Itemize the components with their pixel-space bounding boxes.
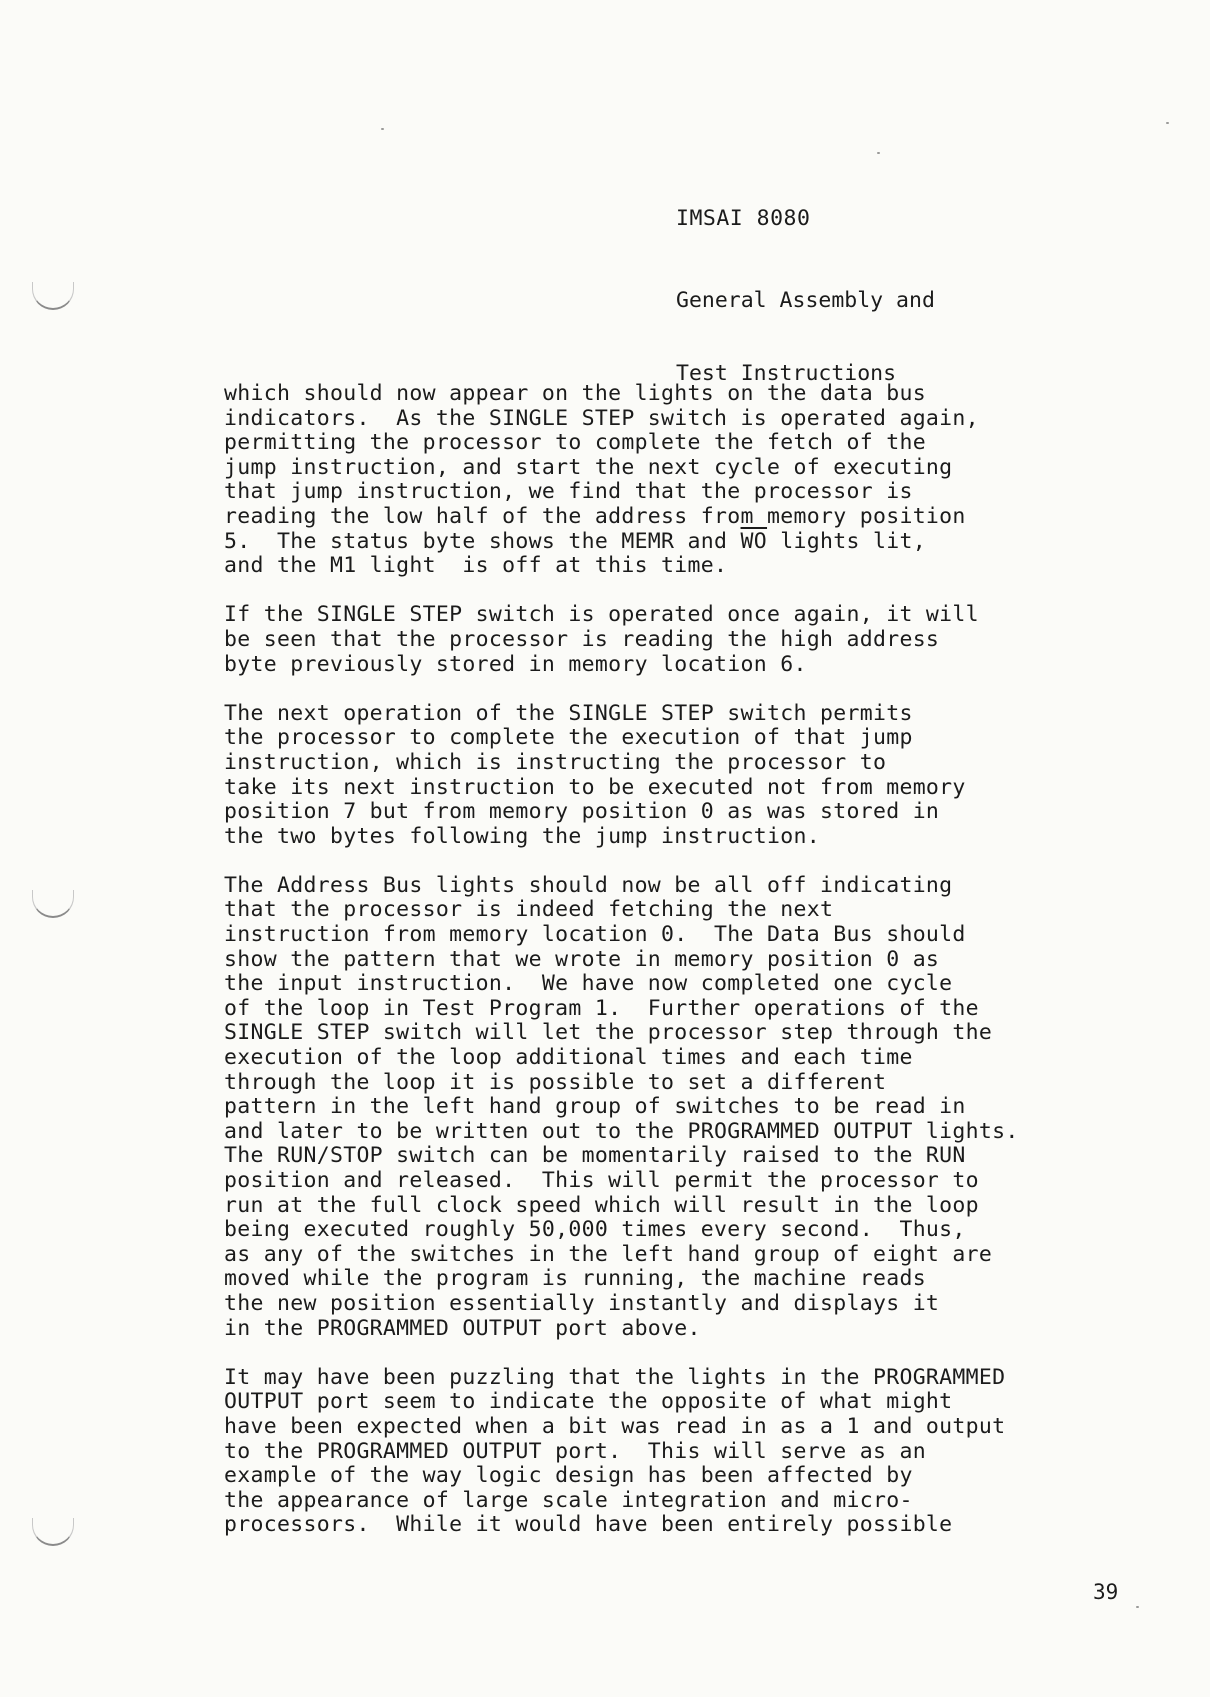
text-line: that jump instruction, we find that the processor is <box>224 479 913 505</box>
text-line: processors. While it would have been entirely possible <box>224 1512 953 1538</box>
text-line: If the SINGLE STEP switch is operated once again, it will <box>224 602 979 628</box>
text-line: the two bytes following the jump instruction. <box>224 823 820 849</box>
scan-speck <box>1136 1606 1139 1608</box>
header-subtitle-line-2: Test Instructions <box>676 361 897 386</box>
text-segment: lights lit, <box>767 528 926 554</box>
punch-hole-top <box>32 282 74 310</box>
text-line: instruction, which is instructing the processor to <box>224 749 887 775</box>
text-line: OUTPUT port seem to indicate the opposite of what might <box>224 1389 953 1415</box>
text-line: the processor to complete the execution of that jump <box>224 725 913 751</box>
text-line: show the pattern that we wrote in memory position 0 as <box>224 946 940 972</box>
header-model: IMSAI 8080 <box>676 206 811 231</box>
scan-speck <box>877 152 880 154</box>
text-line: the input instruction. We have now completed one cycle <box>224 971 953 997</box>
text-line: The next operation of the SINGLE STEP switch permits <box>224 700 913 726</box>
paragraph-4 <box>224 874 1124 1341</box>
text-line: example of the way logic design has been affected by <box>224 1463 913 1489</box>
punch-hole-bottom <box>32 1518 74 1546</box>
text-line: through the loop it is possible to set a different <box>224 1069 887 1095</box>
text-line: permitting the processor to complete the fetch of the <box>224 430 926 456</box>
text-line: position and released. This will permit the processor to <box>224 1168 979 1193</box>
text-line: moved while the program is running, the machine reads <box>224 1266 926 1292</box>
scan-speck <box>1166 122 1169 124</box>
text-line: as any of the switches in the left hand group of eight are <box>224 1241 993 1267</box>
paragraph-2 <box>224 603 1124 677</box>
text-line: It may have been puzzling that the lights in the PROGRAMMED <box>224 1364 1006 1390</box>
text-line: and later to be written out to the PROGRAMMED OUTPUT lights. <box>224 1118 1019 1144</box>
text-line: and the M1 light is off at this time. <box>224 553 728 579</box>
text-line: SINGLE STEP switch will let the processor step through the <box>224 1020 993 1046</box>
text-line: execution of the loop additional times and each time <box>224 1045 913 1071</box>
page-number: 39 <box>1093 1580 1119 1604</box>
text-line: the new position essentially instantly and displays it <box>224 1290 940 1316</box>
text-line: The RUN/STOP switch can be momentarily raised to the RUN <box>224 1143 966 1169</box>
text-line: the appearance of large scale integration and micro- <box>224 1487 913 1513</box>
text-line: being executed roughly 50,000 times every second. Thus, <box>224 1217 966 1243</box>
header-subtitle-line-1: General Assembly and <box>676 287 935 313</box>
scan-speck <box>381 128 384 130</box>
text-line: which should now appear on the lights on the data bus <box>224 381 926 406</box>
text-segment: 5. The status byte shows the MEMR and <box>224 528 741 554</box>
text-line: instruction from memory location 0. The Data Bus should <box>224 922 966 948</box>
text-line: indicators. As the SINGLE STEP switch is operated again, <box>224 405 979 431</box>
text-line: run at the full clock speed which will result in the loop <box>224 1192 979 1218</box>
text-line: pattern in the left hand group of switches to be read in <box>224 1094 966 1120</box>
text-line: jump instruction, and start the next cycle of executing <box>224 454 953 480</box>
text-line: that the processor is indeed fetching the next <box>224 897 834 923</box>
overlined-signal-name: $\overline{WO}$ <box>740 528 768 554</box>
text-line: be seen that the processor is reading the high address <box>224 626 940 652</box>
text-line: take its next instruction to be executed not from memory <box>224 774 966 800</box>
paragraph-1 <box>224 382 1124 579</box>
text-line: position 7 but from memory position 0 as was stored in <box>224 799 940 825</box>
paragraph-5 <box>224 1366 1124 1538</box>
text-line: to the PROGRAMMED OUTPUT port. This will serve as an <box>224 1438 926 1464</box>
text-line: The Address Bus lights should now be all off indicating <box>224 872 953 898</box>
paragraph-3 <box>224 702 1124 850</box>
text-line: reading the low half of the address from memory position <box>224 503 966 529</box>
text-line <box>224 530 1124 555</box>
body-text <box>224 382 1124 1563</box>
text-line: of the loop in Test Program 1. Further operations of the <box>224 995 979 1021</box>
text-line: byte previously stored in memory location 6. <box>224 651 807 677</box>
text-line: have been expected when a bit was read in as a 1 and output <box>224 1413 1006 1439</box>
text-line: in the PROGRAMMED OUTPUT port above. <box>224 1315 701 1341</box>
punch-hole-middle <box>32 890 74 918</box>
